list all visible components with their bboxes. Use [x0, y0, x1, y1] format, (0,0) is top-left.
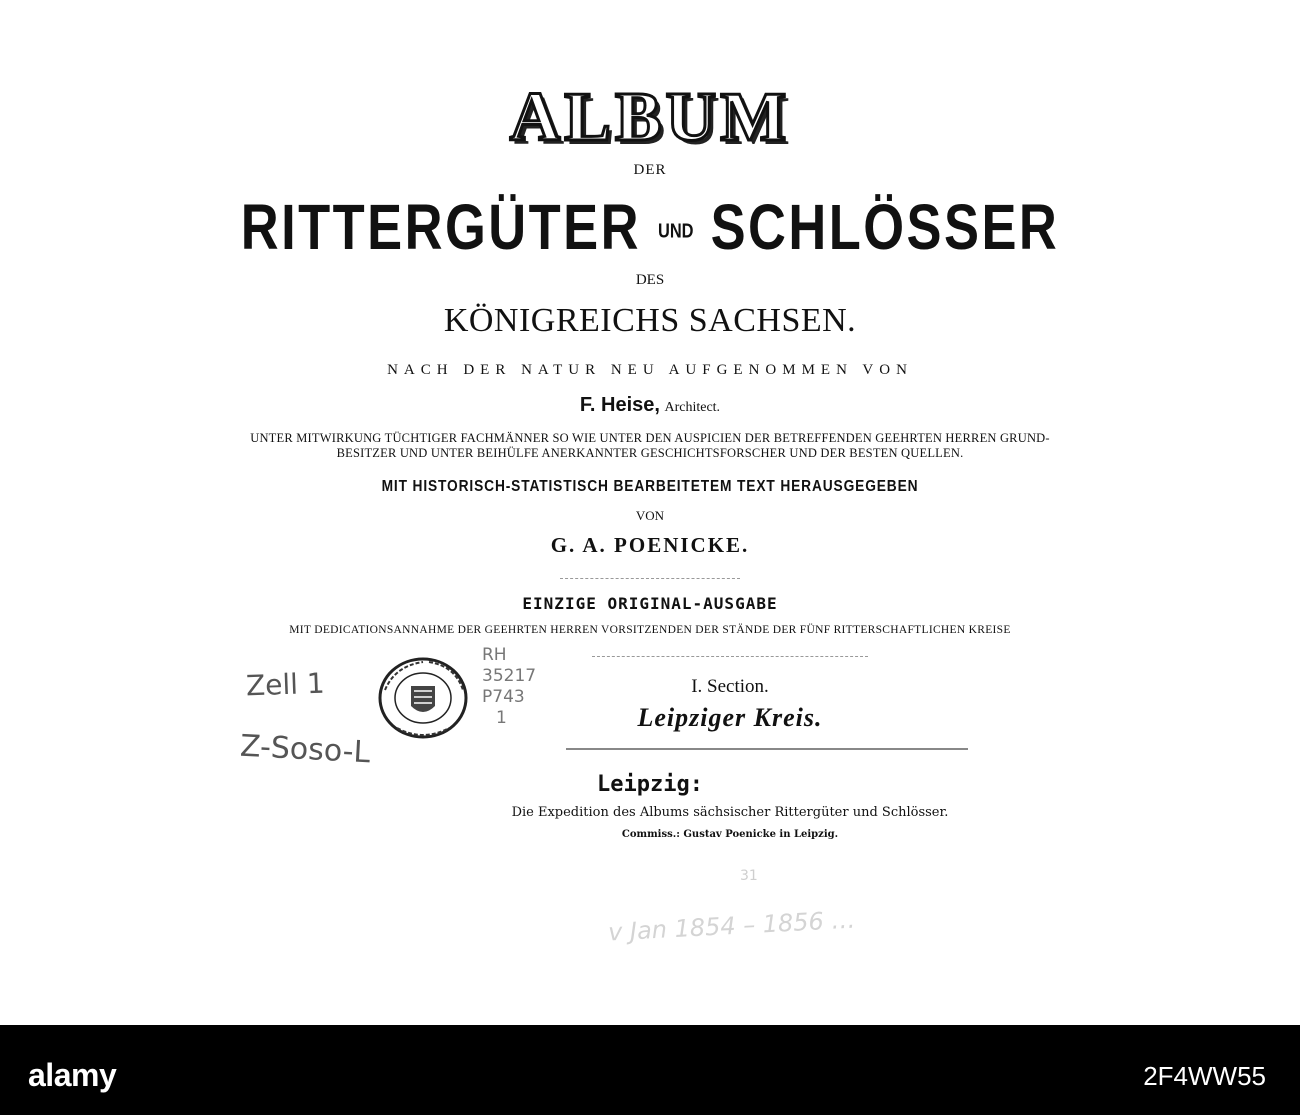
mit-line: MIT HISTORISCH-STATISTISCH BEARBEITETEM TEXT HERAUSGEGEBEN — [381, 478, 919, 495]
handwritten-note-top: Zell 1 — [245, 666, 326, 703]
unter-line-2: BESITZER UND UNTER BEIHÜLFE ANERKANNTER GESCHICHTSFORSCHER UND DER BESTEN QUELLEN. — [336, 446, 964, 460]
dedication-line: MIT DEDICATIONSANNAHME DER GEEHRTEN HERREN VORSITZENDEN DER STÄNDE DER FÜNF RITTERSCHAFTLICHEN KREISE — [289, 624, 1011, 636]
shelf-mark-2: 35217 — [482, 666, 537, 686]
unter-line-1: UNTER MITWIRKUNG TÜCHTIGER FACHMÄNNER SO WIE UNTER DEN AUSPICIEN DER BETREFFENDEN GEEHRTEN HERREN GRUND- — [250, 431, 1050, 445]
author-name: F. Heise, — [579, 394, 660, 416]
alamy-logo: alamy — [28, 1057, 117, 1093]
shelf-mark — [482, 645, 536, 729]
author-role: Architect. — [664, 400, 721, 415]
faint-pencil-note: v Jan 1854 – 1856 … — [607, 905, 857, 947]
edition-line: EINZIGE ORIGINAL-AUSGABE — [522, 594, 778, 613]
unter-block — [0, 431, 1300, 461]
von-line: VON — [635, 508, 665, 523]
imprint-publisher: Die Expedition des Albums sächsischer Rittergüter und Schlösser. — [511, 805, 949, 820]
shelf-mark-4: 1 — [496, 708, 507, 728]
section-number: I. Section. — [691, 676, 769, 697]
kingdom-line: KÖNIGREICHS SACHSEN. — [443, 302, 857, 339]
imprint-commission: Commiss.: Gustav Poenicke in Leipzig. — [621, 829, 839, 840]
faint-number: 31 — [740, 868, 758, 884]
der-line: DER — [633, 162, 667, 178]
title-schloesser: SCHLÖSSER — [710, 191, 1060, 263]
des-line: DES — [635, 272, 665, 288]
section-name: Leipziger Kreis. — [637, 703, 823, 732]
shelf-mark-1: RH — [482, 645, 507, 665]
title-und: UND — [657, 220, 694, 243]
watermark-bar — [0, 1025, 1300, 1115]
divider-3 — [566, 748, 968, 750]
album-heading: ALBUM — [509, 79, 791, 156]
image-id: 2F4WW55 — [1143, 1061, 1266, 1091]
shelf-mark-3: P743 — [482, 687, 525, 707]
editor-name: G. A. POENICKE. — [550, 533, 750, 557]
library-stamp-icon — [377, 656, 469, 740]
nach-line: NACH DER NATUR NEU AUFGENOMMEN VON — [387, 362, 913, 378]
divider-2 — [592, 656, 868, 657]
imprint-city: Leipzig: — [597, 772, 703, 797]
main-title-line — [117, 190, 1183, 264]
author-line — [0, 394, 1300, 417]
title-rittergueter: RITTERGÜTER — [240, 191, 641, 263]
divider-1 — [560, 578, 740, 579]
handwritten-note-bottom: Z-Soso-L — [239, 728, 372, 771]
